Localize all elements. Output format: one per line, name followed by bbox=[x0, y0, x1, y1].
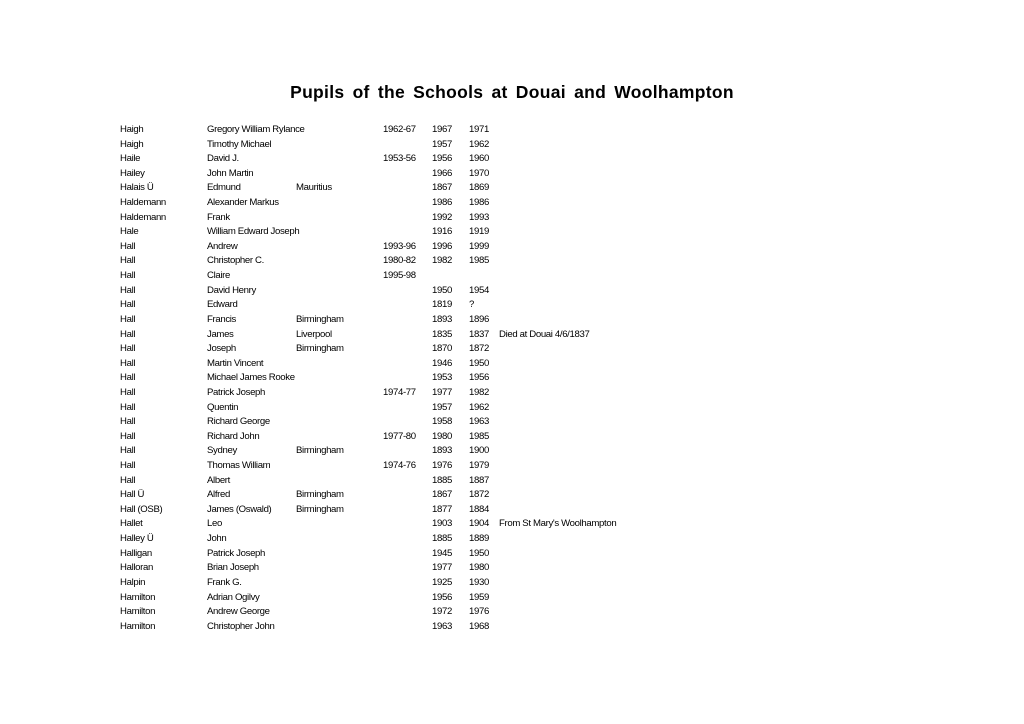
forename-cell: Sydney bbox=[207, 445, 237, 457]
surname-cell: Hall bbox=[120, 343, 136, 355]
table-row bbox=[120, 211, 720, 226]
table-row bbox=[120, 488, 720, 503]
leave-year-cell: 1954 bbox=[469, 284, 489, 296]
table-row bbox=[120, 503, 720, 518]
table-row bbox=[120, 620, 720, 635]
surname-cell: Hall bbox=[120, 430, 136, 442]
surname-cell: Hall bbox=[120, 401, 136, 413]
forename-cell: Richard John bbox=[207, 430, 260, 442]
entry-year-cell: 1950 bbox=[432, 284, 452, 296]
surname-cell: Hall bbox=[120, 328, 136, 340]
table-row bbox=[120, 517, 720, 532]
leave-year-cell: 1956 bbox=[469, 372, 489, 384]
entry-year-cell: 1893 bbox=[432, 445, 452, 457]
table-row bbox=[120, 474, 720, 489]
table-row bbox=[120, 547, 720, 562]
surname-cell: Hall bbox=[120, 313, 136, 325]
entry-year-cell: 1963 bbox=[432, 620, 452, 632]
table-row bbox=[120, 254, 720, 269]
forename-cell: David Henry bbox=[207, 284, 256, 296]
entry-year-cell: 1916 bbox=[432, 226, 452, 238]
surname-cell: Halais Ü bbox=[120, 182, 154, 194]
surname-cell: Hall bbox=[120, 372, 136, 384]
entry-year-cell: 1870 bbox=[432, 343, 452, 355]
surname-cell: Hall bbox=[120, 445, 136, 457]
leave-year-cell: 1869 bbox=[469, 182, 489, 194]
entry-year-cell: 1967 bbox=[432, 124, 452, 135]
forename-cell: Adrian Ogilvy bbox=[207, 591, 260, 603]
surname-cell: Hall bbox=[120, 357, 136, 369]
table-row bbox=[120, 561, 720, 576]
leave-year-cell: 1970 bbox=[469, 167, 489, 179]
entry-year-cell: 1885 bbox=[432, 533, 452, 545]
leave-year-cell: 1896 bbox=[469, 313, 489, 325]
table-row bbox=[120, 196, 720, 211]
entry-year-cell: 1982 bbox=[432, 255, 452, 267]
surname-cell: Haldemann bbox=[120, 211, 166, 223]
table-row bbox=[120, 152, 720, 167]
entry-year-cell: 1957 bbox=[432, 401, 452, 413]
place-cell: Liverpool bbox=[296, 328, 332, 340]
surname-cell: Haigh bbox=[120, 138, 144, 150]
table-row bbox=[120, 576, 720, 591]
table-row bbox=[120, 415, 720, 430]
forename-cell: Gregory William Rylance bbox=[207, 124, 305, 135]
surname-cell: Hamilton bbox=[120, 620, 156, 632]
entry-year-cell: 1992 bbox=[432, 211, 452, 223]
forename-cell: Martin Vincent bbox=[207, 357, 264, 369]
table-row bbox=[120, 371, 720, 386]
table-row bbox=[120, 357, 720, 372]
surname-cell: Hall bbox=[120, 299, 136, 311]
forename-cell: Christopher John bbox=[207, 620, 275, 632]
leave-year-cell: ? bbox=[469, 299, 474, 311]
leave-year-cell: 1960 bbox=[469, 153, 489, 165]
forename-cell: Alexander Markus bbox=[207, 197, 279, 209]
entry-year-cell: 1996 bbox=[432, 240, 452, 252]
leave-year-cell: 1999 bbox=[469, 240, 489, 252]
entry-year-cell: 1977 bbox=[432, 562, 452, 574]
leave-year-cell: 1950 bbox=[469, 357, 489, 369]
leave-year-cell: 1887 bbox=[469, 474, 489, 486]
place-cell: Mauritius bbox=[296, 182, 332, 194]
years-range-cell: 1974-76 bbox=[383, 460, 416, 472]
entry-year-cell: 1925 bbox=[432, 576, 452, 588]
table-row bbox=[120, 123, 720, 138]
leave-year-cell: 1889 bbox=[469, 533, 489, 545]
surname-cell: Hamilton bbox=[120, 591, 156, 603]
forename-cell: Patrick Joseph bbox=[207, 547, 266, 559]
forename-cell: Claire bbox=[207, 270, 230, 282]
forename-cell: Francis bbox=[207, 313, 237, 325]
leave-year-cell: 1962 bbox=[469, 401, 489, 413]
surname-cell: Hall bbox=[120, 240, 136, 252]
forename-cell: Thomas William bbox=[207, 460, 271, 472]
table-row bbox=[120, 284, 720, 299]
leave-year-cell: 1963 bbox=[469, 416, 489, 428]
table-row bbox=[120, 240, 720, 255]
leave-year-cell: 1872 bbox=[469, 343, 489, 355]
leave-year-cell: 1900 bbox=[469, 445, 489, 457]
entry-year-cell: 1986 bbox=[432, 197, 452, 209]
years-range-cell: 1995-98 bbox=[383, 270, 416, 282]
forename-cell: Frank G. bbox=[207, 576, 242, 588]
table-row bbox=[120, 444, 720, 459]
page-title: Pupils of the Schools at Douai and Woolhampton bbox=[290, 82, 734, 102]
surname-cell: Hall bbox=[120, 270, 136, 282]
forename-cell: Michael James Rooke bbox=[207, 372, 295, 384]
entry-year-cell: 1972 bbox=[432, 606, 452, 618]
surname-cell: Hall bbox=[120, 460, 136, 472]
place-cell: Birmingham bbox=[296, 445, 344, 457]
place-cell: Birmingham bbox=[296, 503, 344, 515]
surname-cell: Hamilton bbox=[120, 606, 156, 618]
entry-year-cell: 1819 bbox=[432, 299, 452, 311]
place-cell: Birmingham bbox=[296, 489, 344, 501]
place-cell: Birmingham bbox=[296, 343, 344, 355]
leave-year-cell: 1982 bbox=[469, 386, 489, 398]
surname-cell: Hale bbox=[120, 226, 139, 238]
surname-cell: Hall bbox=[120, 474, 136, 486]
place-cell: Birmingham bbox=[296, 313, 344, 325]
leave-year-cell: 1985 bbox=[469, 430, 489, 442]
forename-cell: Brian Joseph bbox=[207, 562, 259, 574]
table-row bbox=[120, 167, 720, 182]
surname-cell: Hall bbox=[120, 284, 136, 296]
entry-year-cell: 1966 bbox=[432, 167, 452, 179]
note-cell: Died at Douai 4/6/1837 bbox=[499, 328, 590, 340]
surname-cell: Haigh bbox=[120, 124, 144, 135]
leave-year-cell: 1971 bbox=[469, 124, 489, 135]
leave-year-cell: 1904 bbox=[469, 518, 489, 530]
surname-cell: Halligan bbox=[120, 547, 152, 559]
table-row bbox=[120, 605, 720, 620]
leave-year-cell: 1993 bbox=[469, 211, 489, 223]
table-row bbox=[120, 430, 720, 445]
surname-cell: Hall Ü bbox=[120, 489, 145, 501]
entry-year-cell: 1835 bbox=[432, 328, 452, 340]
table-row bbox=[120, 532, 720, 547]
entry-year-cell: 1885 bbox=[432, 474, 452, 486]
forename-cell: James bbox=[207, 328, 234, 340]
entry-year-cell: 1877 bbox=[432, 503, 452, 515]
years-range-cell: 1980-82 bbox=[383, 255, 416, 267]
leave-year-cell: 1986 bbox=[469, 197, 489, 209]
years-range-cell: 1974-77 bbox=[383, 386, 416, 398]
leave-year-cell: 1919 bbox=[469, 226, 489, 238]
entry-year-cell: 1977 bbox=[432, 386, 452, 398]
table-row bbox=[120, 269, 720, 284]
forename-cell: Patrick Joseph bbox=[207, 386, 266, 398]
leave-year-cell: 1968 bbox=[469, 620, 489, 632]
forename-cell: Andrew bbox=[207, 240, 238, 252]
forename-cell: Christopher C. bbox=[207, 255, 264, 267]
leave-year-cell: 1979 bbox=[469, 460, 489, 472]
surname-cell: Hall (OSB) bbox=[120, 503, 163, 515]
forename-cell: Timothy Michael bbox=[207, 138, 272, 150]
table-row bbox=[120, 591, 720, 606]
years-range-cell: 1977-80 bbox=[383, 430, 416, 442]
forename-cell: William Edward Joseph bbox=[207, 226, 300, 238]
leave-year-cell: 1959 bbox=[469, 591, 489, 603]
forename-cell: Joseph bbox=[207, 343, 236, 355]
leave-year-cell: 1985 bbox=[469, 255, 489, 267]
entry-year-cell: 1976 bbox=[432, 460, 452, 472]
forename-cell: Andrew George bbox=[207, 606, 270, 618]
forename-cell: James (Oswald) bbox=[207, 503, 272, 515]
entry-year-cell: 1867 bbox=[432, 182, 452, 194]
forename-cell: David J. bbox=[207, 153, 239, 165]
note-cell: From St Mary's Woolhampton bbox=[499, 518, 617, 530]
pupil-roster bbox=[120, 123, 720, 634]
forename-cell: Edmund bbox=[207, 182, 241, 194]
surname-cell: Halley Ü bbox=[120, 533, 154, 545]
leave-year-cell: 1962 bbox=[469, 138, 489, 150]
forename-cell: John bbox=[207, 533, 227, 545]
leave-year-cell: 1930 bbox=[469, 576, 489, 588]
leave-year-cell: 1884 bbox=[469, 503, 489, 515]
surname-cell: Haldemann bbox=[120, 197, 166, 209]
entry-year-cell: 1867 bbox=[432, 489, 452, 501]
years-range-cell: 1993-96 bbox=[383, 240, 416, 252]
years-range-cell: 1953-56 bbox=[383, 153, 416, 165]
table-row bbox=[120, 328, 720, 343]
table-row bbox=[120, 313, 720, 328]
leave-year-cell: 1980 bbox=[469, 562, 489, 574]
surname-cell: Hailey bbox=[120, 167, 145, 179]
entry-year-cell: 1957 bbox=[432, 138, 452, 150]
surname-cell: Halpin bbox=[120, 576, 146, 588]
entry-year-cell: 1945 bbox=[432, 547, 452, 559]
leave-year-cell: 1976 bbox=[469, 606, 489, 618]
table-row bbox=[120, 459, 720, 474]
forename-cell: Richard George bbox=[207, 416, 270, 428]
entry-year-cell: 1953 bbox=[432, 372, 452, 384]
table-row bbox=[120, 342, 720, 357]
entry-year-cell: 1893 bbox=[432, 313, 452, 325]
surname-cell: Haile bbox=[120, 153, 141, 165]
surname-cell: Hallet bbox=[120, 518, 143, 530]
years-range-cell: 1962-67 bbox=[383, 124, 416, 135]
table-row bbox=[120, 401, 720, 416]
surname-cell: Hall bbox=[120, 386, 136, 398]
entry-year-cell: 1946 bbox=[432, 357, 452, 369]
table-row bbox=[120, 138, 720, 153]
table-row bbox=[120, 181, 720, 196]
forename-cell: Edward bbox=[207, 299, 238, 311]
forename-cell: Quentin bbox=[207, 401, 239, 413]
leave-year-cell: 1837 bbox=[469, 328, 489, 340]
leave-year-cell: 1872 bbox=[469, 489, 489, 501]
table-row bbox=[120, 386, 720, 401]
entry-year-cell: 1903 bbox=[432, 518, 452, 530]
forename-cell: Alfred bbox=[207, 489, 230, 501]
entry-year-cell: 1956 bbox=[432, 591, 452, 603]
surname-cell: Halloran bbox=[120, 562, 153, 574]
surname-cell: Hall bbox=[120, 255, 136, 267]
forename-cell: Albert bbox=[207, 474, 230, 486]
leave-year-cell: 1950 bbox=[469, 547, 489, 559]
entry-year-cell: 1956 bbox=[432, 153, 452, 165]
forename-cell: Frank bbox=[207, 211, 230, 223]
entry-year-cell: 1980 bbox=[432, 430, 452, 442]
table-row bbox=[120, 298, 720, 313]
forename-cell: John Martin bbox=[207, 167, 254, 179]
table-row bbox=[120, 225, 720, 240]
entry-year-cell: 1958 bbox=[432, 416, 452, 428]
surname-cell: Hall bbox=[120, 416, 136, 428]
forename-cell: Leo bbox=[207, 518, 222, 530]
